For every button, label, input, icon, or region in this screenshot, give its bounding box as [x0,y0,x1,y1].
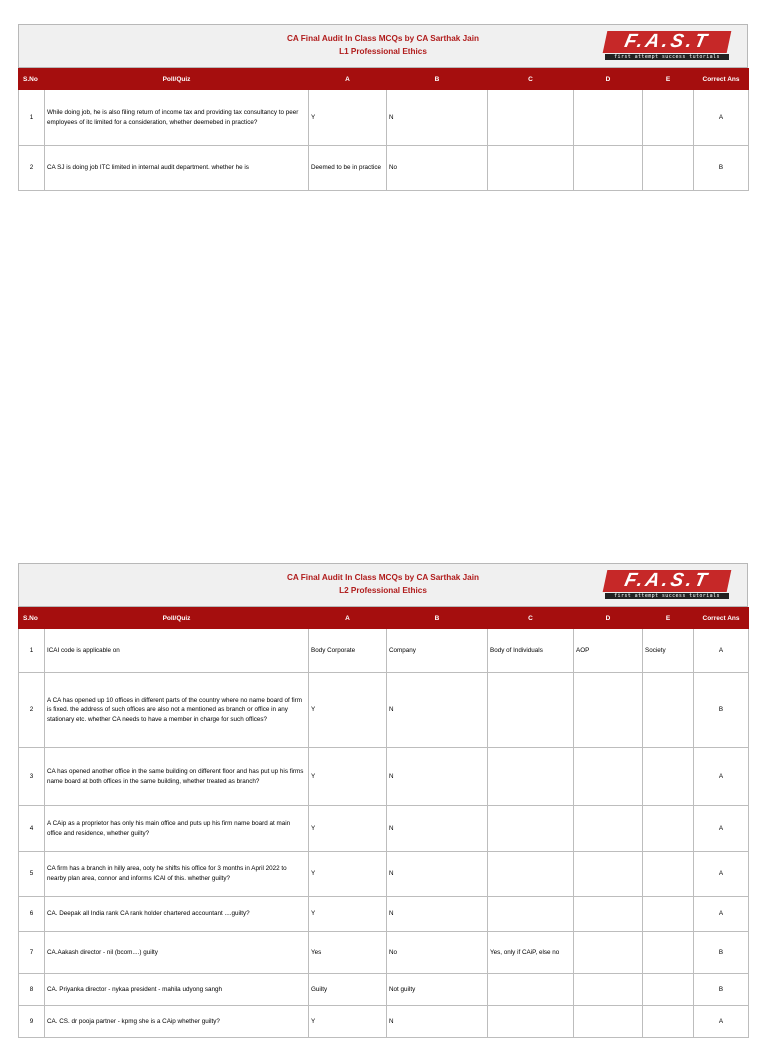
col-header-a: A [309,608,387,629]
fast-logo [605,31,729,61]
cell-option-b: N [387,852,488,897]
cell-option-b: N [387,806,488,852]
cell-option-e [643,806,694,852]
cell-option-a: Body Corporate [309,629,387,673]
logo-brand: F.A.S.T [603,570,732,592]
cell-option-a: Y [309,897,387,932]
cell-correct: A [694,629,749,673]
cell-option-d: AOP [574,629,643,673]
table-row [19,852,749,897]
cell-option-b: No [387,932,488,974]
mcq-table [18,607,749,1038]
col-header-e: E [643,69,694,90]
cell-option-e [643,146,694,191]
cell-question: CA. Priyanka director - nykaa president - mahila udyong sangh [45,974,309,1006]
cell-option-a: Y [309,90,387,146]
cell-option-e [643,974,694,1006]
cell-option-a: Deemed to be in practice [309,146,387,191]
col-header-a: A [309,69,387,90]
sheet-subtitle: L1 Professional Ethics [339,47,427,56]
col-header-d: D [574,69,643,90]
cell-option-a: Y [309,806,387,852]
table-row [19,806,749,852]
cell-correct: A [694,90,749,146]
logo-tagline: first attempt success tutorials [605,593,729,599]
cell-option-b: N [387,748,488,806]
cell-sno: 4 [19,806,45,852]
col-header-sno: S.No [19,69,45,90]
cell-sno: 8 [19,974,45,1006]
cell-question: A CA has opened up 10 offices in different parts of the country where no name board of firm is fixed. the address of such offices are also not a mentioned as branch or office in any stationary etc. whether CA needs to have a member in charge for such offices? [45,673,309,748]
cell-option-d [574,673,643,748]
cell-option-a: Y [309,1006,387,1038]
cell-correct: A [694,806,749,852]
sheet-title: CA Final Audit In Class MCQs by CA Sarthak Jain [287,34,479,43]
cell-option-b: No [387,146,488,191]
cell-option-b: Not guilty [387,974,488,1006]
cell-option-d [574,806,643,852]
table-row [19,974,749,1006]
sheet-subtitle: L2 Professional Ethics [339,586,427,595]
cell-correct: A [694,897,749,932]
cell-option-b: N [387,673,488,748]
cell-option-a: Yes [309,932,387,974]
col-header-correct: Correct Ans [694,69,749,90]
cell-option-d [574,146,643,191]
cell-option-e: Society [643,629,694,673]
cell-option-c [488,90,574,146]
cell-option-c [488,1006,574,1038]
col-header-question: Poll/Quiz [45,69,309,90]
cell-option-d [574,748,643,806]
cell-option-d [574,897,643,932]
table-row [19,90,749,146]
col-header-d: D [574,608,643,629]
cell-sno: 3 [19,748,45,806]
col-header-b: B [387,608,488,629]
cell-option-e [643,897,694,932]
cell-option-b: N [387,1006,488,1038]
cell-question: CA. Deepak all India rank CA rank holder chartered accountant ....guilty? [45,897,309,932]
cell-question: CA.Aakash director - nil (bcom....) guilty [45,932,309,974]
mcq-table [18,68,749,191]
cell-correct: B [694,932,749,974]
cell-option-c [488,852,574,897]
title-bar [18,563,748,607]
cell-option-d [574,852,643,897]
cell-sno: 2 [19,146,45,191]
cell-option-a: Guilty [309,974,387,1006]
cell-option-d [574,90,643,146]
table-row [19,146,749,191]
table-row [19,897,749,932]
cell-option-a: Y [309,748,387,806]
cell-correct: B [694,974,749,1006]
cell-question: CA SJ is doing job ITC limited in internal audit department. whether he is [45,146,309,191]
cell-sno: 1 [19,90,45,146]
cell-option-c [488,673,574,748]
cell-option-b: Company [387,629,488,673]
sheet-title: CA Final Audit In Class MCQs by CA Sarthak Jain [287,573,479,582]
cell-option-e [643,673,694,748]
cell-option-b: N [387,90,488,146]
cell-option-d [574,1006,643,1038]
cell-question: CA firm has a branch in hilly area, ooty he shifts his office for 3 months in April 2022 to nearby plan area, connor and informs ICAI of this. whether guilty? [45,852,309,897]
cell-option-e [643,1006,694,1038]
cell-option-d [574,974,643,1006]
cell-question: CA has opened another office in the same building on different floor and has put up his firms name board at both offices in the same building, whether treated as branch? [45,748,309,806]
cell-option-d [574,932,643,974]
cell-option-c [488,748,574,806]
logo-tagline: first attempt success tutorials [605,54,729,60]
sheet-l2 [18,563,748,1038]
cell-option-c [488,974,574,1006]
col-header-c: C [488,608,574,629]
cell-sno: 2 [19,673,45,748]
col-header-question: Poll/Quiz [45,608,309,629]
cell-option-e [643,90,694,146]
cell-option-e [643,748,694,806]
cell-sno: 5 [19,852,45,897]
cell-sno: 1 [19,629,45,673]
col-header-b: B [387,69,488,90]
cell-question: A CAip as a proprietor has only his main office and puts up his firm name board at main office and residence, whether guilty? [45,806,309,852]
table-row [19,673,749,748]
header-row [19,69,749,90]
cell-option-e [643,852,694,897]
cell-option-b: N [387,897,488,932]
table-row [19,748,749,806]
cell-correct: B [694,146,749,191]
cell-question: CA. CS. dr pooja partner - kpmg she is a CAip whether guilty? [45,1006,309,1038]
cell-correct: A [694,748,749,806]
cell-option-c: Yes, only if CAiP, else no [488,932,574,974]
cell-option-c: Body of Individuals [488,629,574,673]
table-row [19,1006,749,1038]
col-header-c: C [488,69,574,90]
cell-correct: A [694,1006,749,1038]
cell-option-c [488,146,574,191]
cell-sno: 6 [19,897,45,932]
cell-option-c [488,897,574,932]
fast-logo [605,570,729,600]
cell-sno: 7 [19,932,45,974]
col-header-sno: S.No [19,608,45,629]
header-row [19,608,749,629]
title-bar [18,24,748,68]
cell-option-c [488,806,574,852]
sheet-l1 [18,24,748,191]
col-header-e: E [643,608,694,629]
cell-option-a: Y [309,852,387,897]
table-row [19,629,749,673]
cell-correct: B [694,673,749,748]
cell-option-e [643,932,694,974]
cell-question: ICAI code is applicable on [45,629,309,673]
col-header-correct: Correct Ans [694,608,749,629]
cell-correct: A [694,852,749,897]
table-row [19,932,749,974]
cell-sno: 9 [19,1006,45,1038]
cell-option-a: Y [309,673,387,748]
logo-brand: F.A.S.T [603,31,732,53]
cell-question: While doing job, he is also filing return of income tax and providing tax consultancy to peer employees of itc limited for a consideration, whether deemebed in practice? [45,90,309,146]
